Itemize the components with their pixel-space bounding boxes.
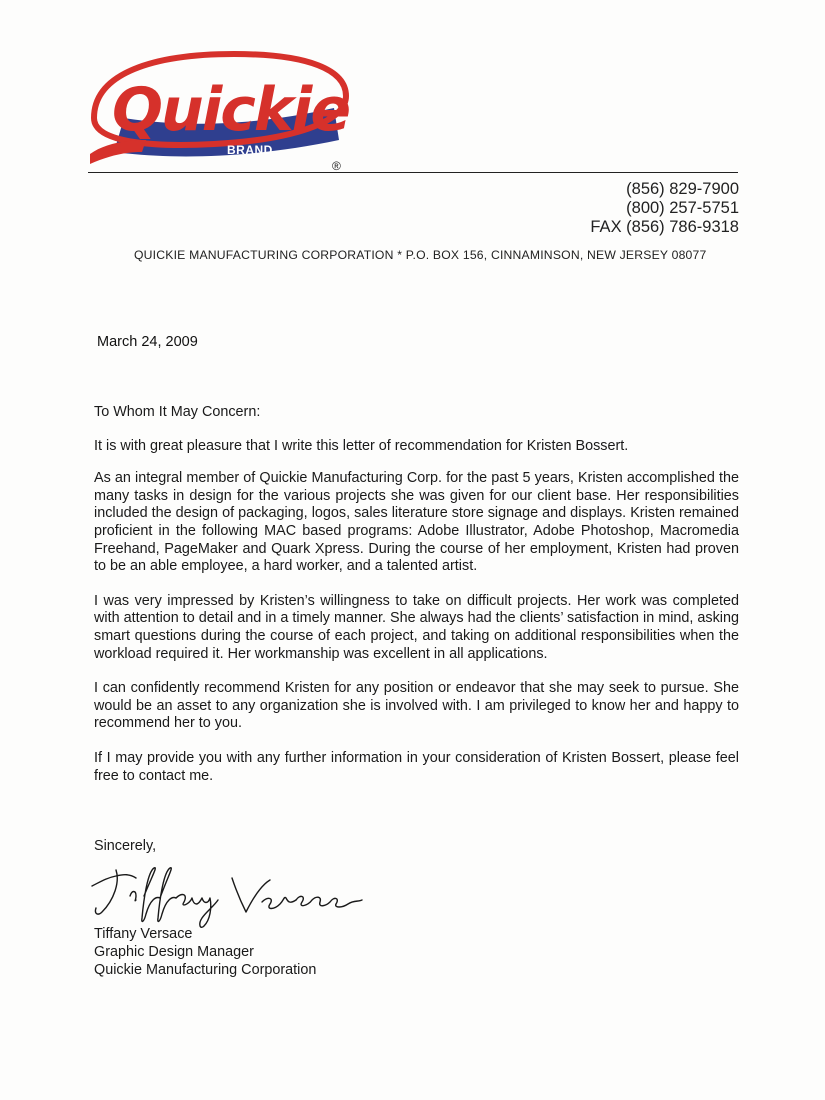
handwritten-signature bbox=[86, 856, 366, 936]
paragraph: I was very impressed by Kristen’s willingness to take on difficult projects. Her work was completed with attention to detail and in a timely manner. She always had the clients’ satisfaction in mind, asking smart questions during the course of each project, and taking on additional responsibilities when the workload required it. Her workmanship was excellent in all applications. bbox=[94, 592, 739, 662]
letter-body bbox=[94, 404, 739, 802]
paragraph: As an integral member of Quickie Manufacturing Corp. for the past 5 years, Kristen accomplished the many tasks in design for the various projects she was given for our client base. Her responsibilities included the design of packaging, logos, sales literature store signage and displays. Kristen remained proficient in the following MAC based programs: Adobe Illustrator, Adobe Photoshop, Macromedia Freehand, PageMaker and Quark Xpress. During the course of her employment, Kristen had proven to be an able employee, a hard worker, and a talented artist. bbox=[94, 470, 739, 575]
signer-name: Tiffany Versace bbox=[94, 926, 193, 942]
signer-title: Graphic Design Manager bbox=[94, 943, 254, 960]
logo-wordmark: Quickie bbox=[112, 75, 350, 145]
company-address: QUICKIE MANUFACTURING CORPORATION * P.O. BOX 156, CINNAMINSON, NEW JERSEY 08077 bbox=[134, 248, 707, 262]
fax-line: FAX (856) 786-9318 bbox=[590, 218, 739, 236]
phone-numbers bbox=[590, 180, 739, 237]
paragraph: If I may provide you with any further information in your consideration of Kristen Bossert, please feel free to contact me. bbox=[94, 749, 739, 784]
salutation: To Whom It May Concern: bbox=[94, 404, 261, 420]
quickie-logo bbox=[84, 48, 356, 173]
logo-brand-text: BRAND bbox=[227, 143, 273, 157]
registered-mark: ® bbox=[332, 159, 341, 173]
signature-block bbox=[94, 926, 316, 979]
phone-line: (800) 257-5751 bbox=[626, 199, 739, 217]
letter-date: March 24, 2009 bbox=[97, 334, 198, 350]
paragraph: I can confidently recommend Kristen for any position or endeavor that she may seek to pursue. She would be an asset to any organization she is involved with. I am privileged to know her and happy to recommend her to you. bbox=[94, 680, 739, 732]
signer-company: Quickie Manufacturing Corporation bbox=[94, 961, 317, 978]
letterhead-divider bbox=[88, 172, 738, 173]
paragraph: It is with great pleasure that I write this letter of recommendation for Kristen Bossert. bbox=[94, 437, 629, 454]
closing: Sincerely, bbox=[94, 838, 157, 854]
phone-line: (856) 829-7900 bbox=[626, 180, 739, 198]
